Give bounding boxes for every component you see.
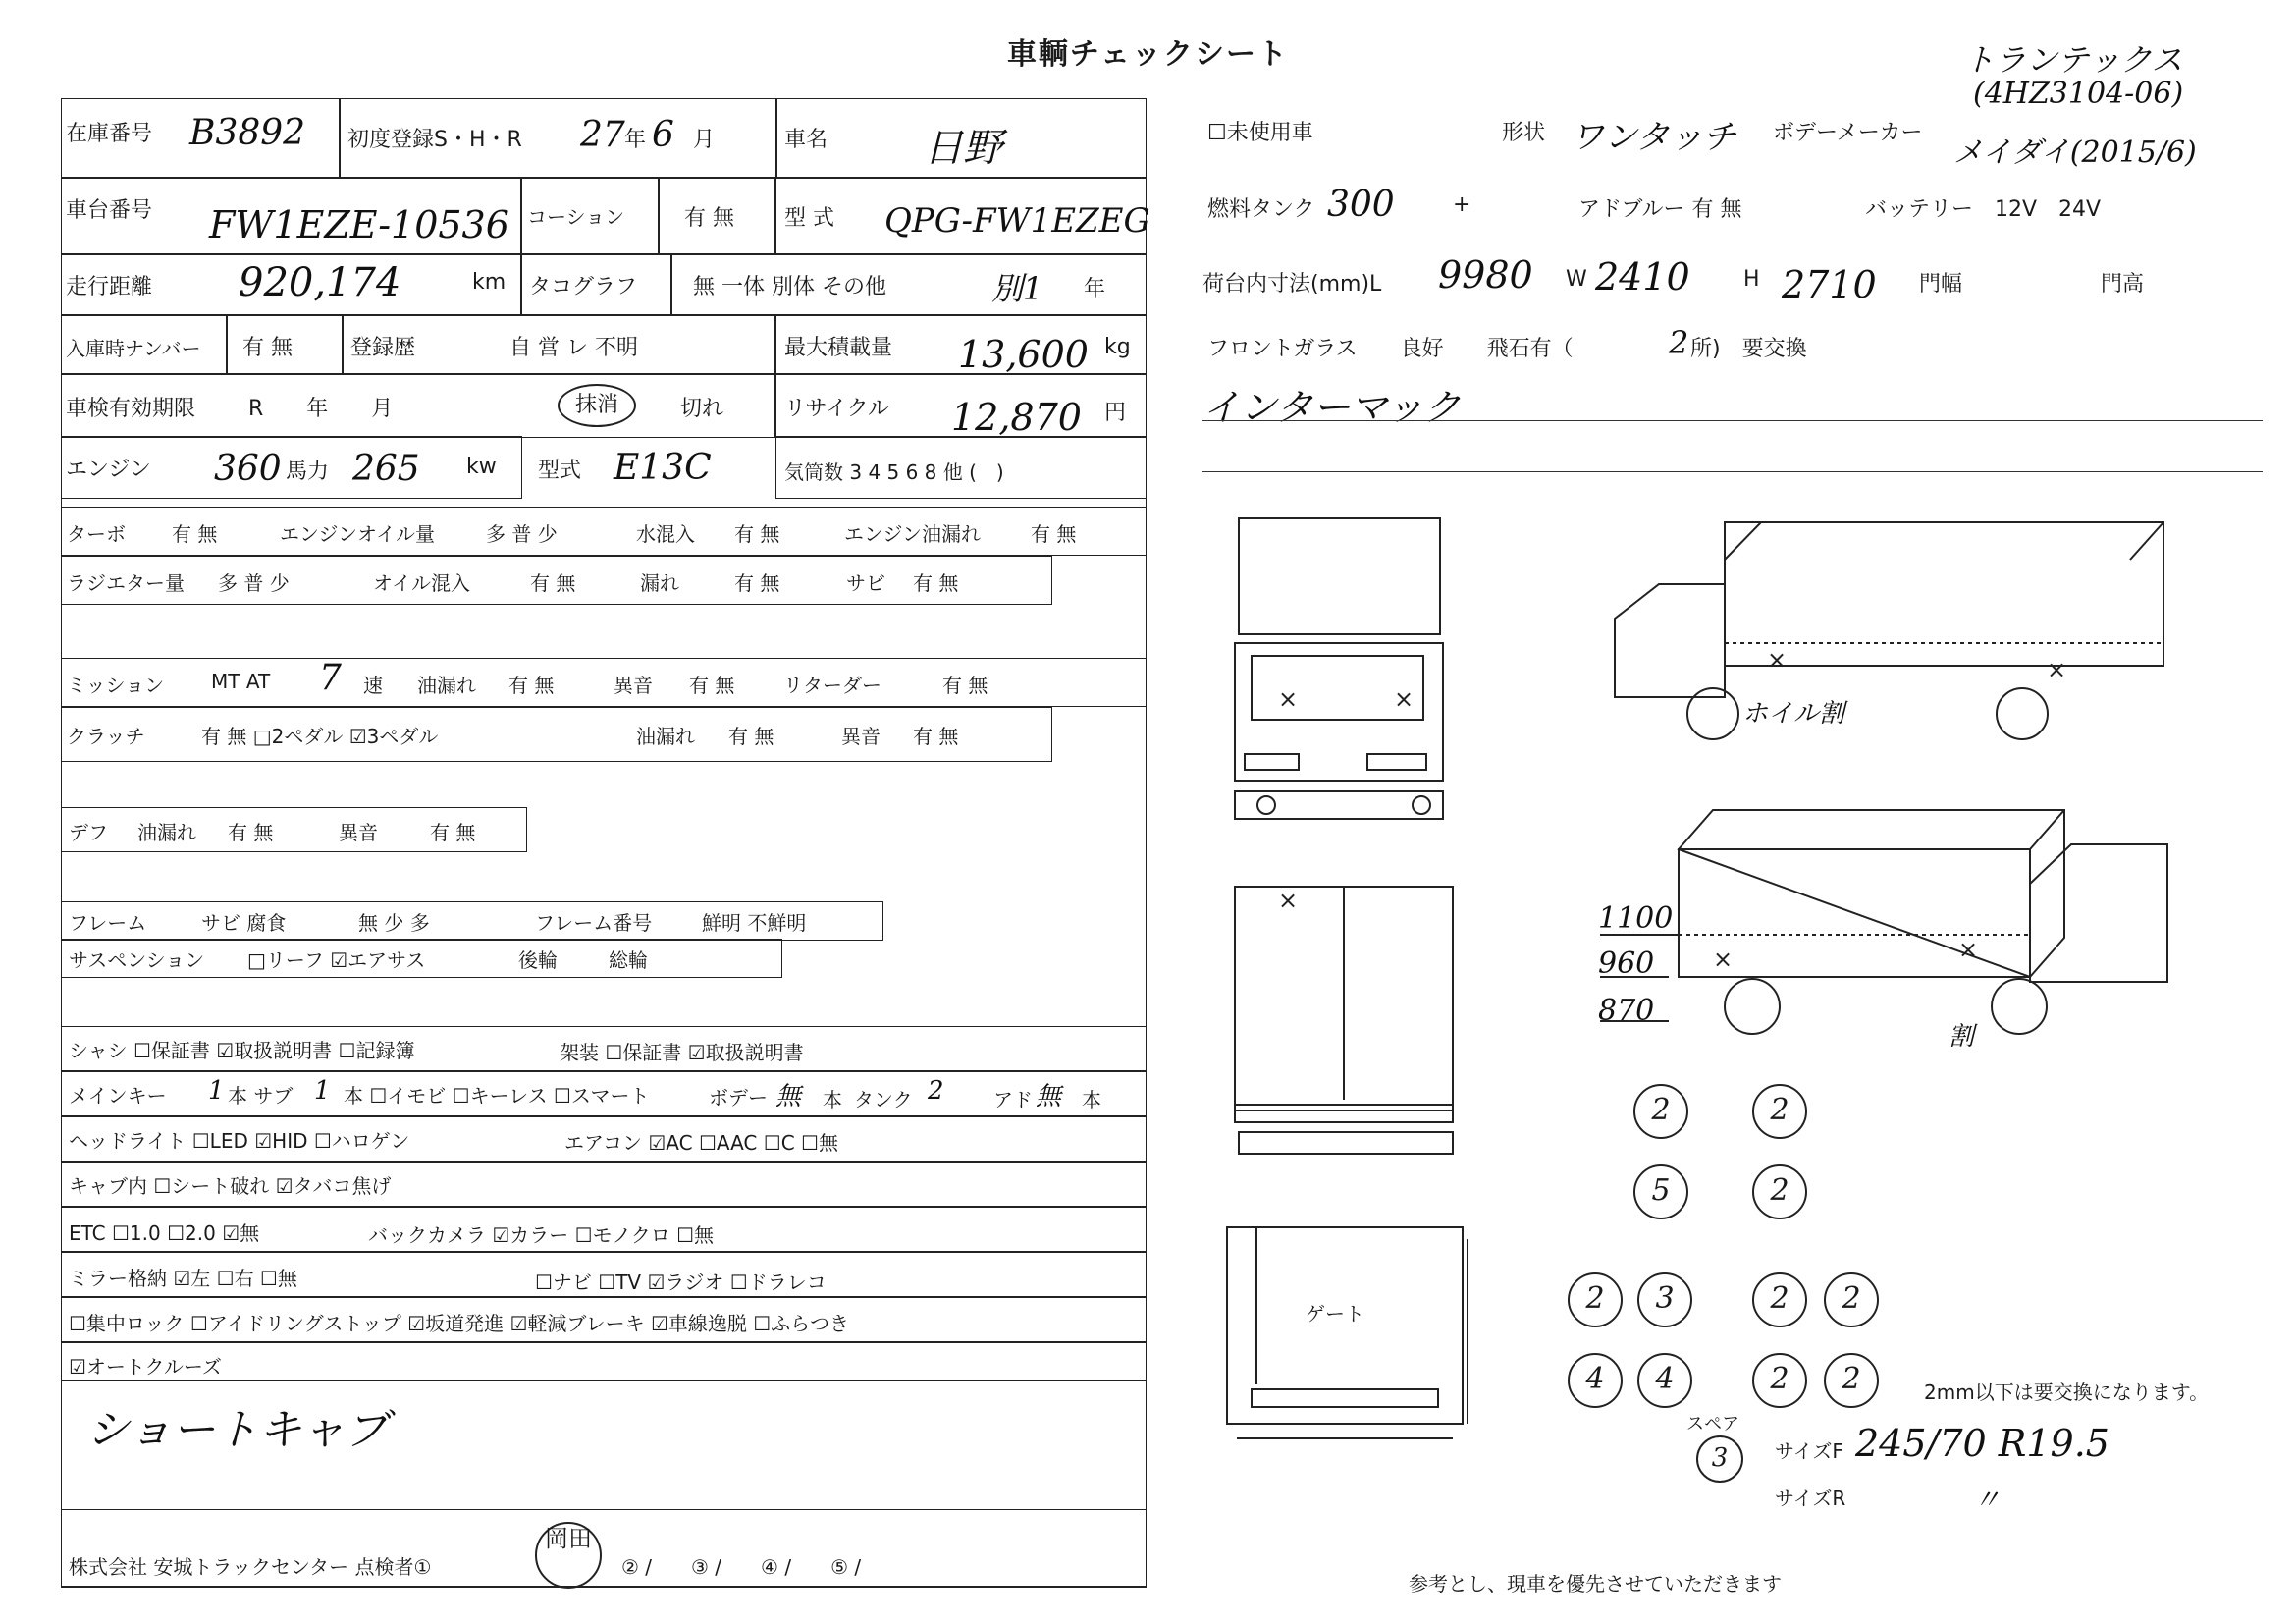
recycle-label: リサイクル [784,397,889,421]
cargo-length: 9980 [1438,253,1533,297]
radiator-value: 多 普 少 [218,571,290,595]
diff-noise-label: 異音 [339,821,378,844]
body-maker-note-1: トランテックス [1963,41,2183,79]
tacho-years: 別1 [991,270,1043,307]
intercom-note: インターマック [1202,386,1461,429]
oil-mix-label: オイル混入 [373,571,470,595]
trans-leak-label: 油漏れ [417,674,476,697]
tire-rear-6: 4 [1637,1353,1692,1408]
tire-rear-3: 2 [1752,1272,1807,1327]
mainkey-options: 本 ☐イモビ ☐キーレス ☐スマート [344,1084,650,1108]
tire-front-right-top: 2 [1752,1084,1807,1139]
windshield-count: 2 [1669,324,1689,361]
coating-value: 有 無 [684,206,734,231]
svg-text:×: × [1713,946,1734,973]
suspension-all: 総輪 [609,948,648,972]
front-view-top [1239,518,1440,634]
inspection-expired: 切れ [680,397,724,421]
mainkey-count: 1 [208,1076,225,1106]
rust-value: 有 無 [913,571,959,595]
tank-key-label: タンク [854,1088,913,1111]
tire-rear-2: 3 [1637,1272,1692,1327]
tire-front-left-top: 2 [1633,1084,1688,1139]
inspection-cancel: 抹消 [558,384,636,427]
fuel-plus: + [1453,192,1471,217]
handwritten-note: ショートキャブ [86,1405,389,1455]
safety-options: ☐集中ロック ☐アイドリングストップ ☑坂道発進 ☑軽減ブレーキ ☑車線逸脱 ☐ふらつき [69,1312,849,1335]
tire-rear-4: 2 [1824,1272,1879,1327]
company-name: 株式会社 安城トラックセンター 点検者① [69,1555,432,1579]
svg-text:×: × [1767,646,1788,674]
tread-note: 2mm以下は要交換になります。 [1924,1380,2210,1404]
max-load-value: 13,600 [958,333,1089,376]
transmission-speeds: 7 [319,658,342,698]
gate-label: ゲート [1306,1302,1364,1326]
diff-noise-value: 有 無 [430,821,476,844]
engine-kw: 265 [352,449,420,489]
body-key-unit: 本 [823,1088,842,1111]
reg-value: 自 営 レ 不明 [509,336,638,360]
tire-front-left-bottom: 5 [1633,1164,1688,1219]
hp-unit: 馬力 [286,460,330,484]
crack-note: 割 [1949,1022,1975,1052]
trans-leak-value: 有 無 [508,674,555,697]
height-870: 870 [1598,994,1655,1028]
ad-key-unit: 本 [1082,1088,1101,1111]
water-mix-value: 有 無 [734,522,780,546]
ad-key-count: 無 [1036,1082,1062,1111]
height-960: 960 [1598,947,1655,981]
body-docs: 架装 ☐保証書 ☑取扱説明書 [560,1041,804,1064]
kw-unit: kw [466,455,497,479]
cargo-width: 2410 [1595,255,1690,298]
side-view-body-upper [1725,522,2163,666]
trans-noise-label: 異音 [614,674,653,697]
inspector-seal: 岡田 [535,1522,602,1589]
trans-noise-value: 有 無 [689,674,735,697]
water-mix-label: 水混入 [636,522,695,546]
reg-label: 登録歴 [350,336,416,360]
engine-leak-value: 有 無 [1031,522,1077,546]
headlight: ヘッドライト ☐LED ☑HID ☐ハロゲン [69,1129,410,1153]
body-key-label: ボデー [709,1086,768,1110]
plate-label: 入庫時ナンバー [66,337,201,360]
fuel-tank-label: 燃料タンク [1207,197,1315,222]
model-label: 型 式 [784,206,834,231]
speed-unit: 速 [363,674,383,697]
side-view-cab-lower [2030,844,2167,982]
frame-no-label: フレーム番号 [535,911,653,935]
svg-text:×: × [1278,685,1299,713]
ad-key-label: アド [993,1088,1033,1111]
engine-hp: 360 [214,449,282,489]
tire-front-right-bottom: 2 [1752,1164,1807,1219]
mileage-value: 920,174 [239,260,401,305]
model-value: QPG-FW1EZEG [884,201,1150,241]
shape-label: 形状 [1502,121,1546,145]
inspection-label: 車検有効期限 [66,397,196,421]
turbo-value: 有 無 [172,522,218,546]
engine-leak-label: エンジン油漏れ [844,522,981,546]
tacho-year-unit: 年 [1084,277,1106,301]
svg-text:×: × [2047,656,2067,683]
retarder-label: リターダー [783,674,881,697]
inspection-date: R 年 月 [248,397,394,421]
svg-text:×: × [1958,936,1979,963]
stock-no-value: B3892 [189,113,306,153]
year-unit: 年 [624,128,647,152]
side-view-cab-upper [1615,584,1725,697]
cargo-dim-label: 荷台内寸法(mm)L [1202,272,1382,297]
car-name-label: 車名 [784,128,828,152]
clutch-leak-value: 有 無 [728,725,774,748]
oil-mix-value: 有 無 [530,571,576,595]
body-maker-note-2: (4HZ3104-06) [1973,77,2184,111]
cargo-w-label: W [1566,267,1587,292]
first-reg-month: 6 [652,115,674,155]
inspector-slots: ② / ③ / ④ / ⑤ / [621,1555,862,1579]
reference-note: 参考とし、現車を優先させていただきます [1409,1572,1782,1596]
max-load-unit: kg [1104,335,1131,359]
size-front-value: 245/70 R19.5 [1855,1422,2109,1465]
body-maker-note-3: メイダイ(2015/6) [1953,135,2197,170]
first-reg-year: 27 [580,115,625,155]
chassis-no-label: 車台番号 [66,198,153,223]
size-rear-value: 〃 [1973,1484,2002,1516]
cargo-h-label: H [1743,267,1760,292]
recycle-unit: 円 [1104,401,1127,425]
windshield-end: 所) 要交換 [1690,337,1807,361]
clutch-label: クラッチ [67,725,145,748]
svg-text:×: × [1394,685,1415,713]
mainkey-label: メインキー [69,1084,167,1108]
max-load-label: 最大積載量 [784,336,893,360]
tank-key-count: 2 [928,1076,944,1106]
mileage-label: 走行距離 [66,275,153,299]
frame-label: フレーム [69,911,147,935]
engine-type-label: 型式 [538,459,582,483]
spare-label: スペア [1686,1414,1739,1435]
chassis-no-value: FW1EZE-10536 [209,203,509,246]
shape-value: ワンタッチ [1571,118,1736,157]
clutch-noise-value: 有 無 [913,725,959,748]
clutch-noise-label: 異音 [841,725,881,748]
tire-rear-8: 2 [1824,1353,1879,1408]
coating-label: コーション [527,205,625,229]
cylinders-value: 気筒数 3 4 5 6 8 他 ( ) [784,460,1004,484]
stock-no-label: 在庫番号 [66,122,153,146]
tacho-value: 無 一体 別体 その他 [693,275,886,299]
cab-interior: キャブ内 ☐シート破れ ☑タバコ焦げ [69,1174,392,1198]
radiator-label: ラジエター量 [67,571,185,595]
retarder-value: 有 無 [942,674,988,697]
cargo-height: 2710 [1782,263,1877,306]
transmission-type: MT AT [211,670,271,693]
adblue: アドブルー 有 無 [1578,197,1742,222]
audio: ☐ナビ ☐TV ☑ラジオ ☐ドラレコ [535,1271,827,1294]
unused-check: ☐未使用車 [1207,121,1313,145]
svg-text:×: × [1278,887,1299,914]
diff-leak-value: 有 無 [228,821,274,844]
door-width-label: 門幅 [1919,272,1963,297]
door-height-label: 門高 [2101,272,2145,297]
mirror: ミラー格納 ☑左 ☐右 ☐無 [69,1267,297,1290]
suspension-label: サスペンション [69,948,205,972]
diff-label: デフ [69,821,108,844]
rust-label: サビ [846,571,885,595]
fuel-tank-value: 300 [1327,185,1395,225]
tire-rear-1: 2 [1568,1272,1623,1327]
chassis-docs: シャシ ☐保証書 ☑取扱説明書 ☐記録簿 [69,1039,415,1062]
body-key-count: 無 [775,1082,802,1111]
cruise-control: ☑オートクルーズ [69,1355,222,1379]
suspension-rear: 後輪 [518,948,558,972]
diff-leak-label: 油漏れ [137,821,196,844]
engine-oil-value: 多 普 少 [486,522,558,546]
tire-rear-5: 4 [1568,1353,1623,1408]
windshield-label: フロントガラス 良好 飛石有（ [1207,337,1574,361]
recycle-value: 12,870 [951,396,1082,439]
clutch-leak-label: 油漏れ [636,725,695,748]
clutch-value: 有 無 □2ペダル ☑3ペダル [201,725,439,748]
page-title: 車輌チェックシート [1006,37,1290,72]
engine-oil-label: エンジンオイル量 [280,522,435,546]
transmission-label: ミッション [67,674,165,697]
sub-count: 1 [314,1076,331,1106]
turbo-label: ターボ [67,522,126,546]
month-unit: 月 [693,128,716,152]
car-name-value: 日野 [924,126,1002,171]
size-front-label: サイズF [1775,1439,1843,1463]
engine-label: エンジン [66,458,151,482]
tire-rear-7: 2 [1752,1353,1807,1408]
leak-label: 漏れ [640,571,679,595]
mileage-unit: km [472,270,507,295]
body-maker-label: ボデーメーカー [1773,121,1923,145]
aircon: エアコン ☑AC ☐AAC ☐C ☐無 [564,1131,838,1155]
plate-value: 有 無 [242,336,293,360]
frame-rust-value: 無 少 多 [358,911,430,935]
tacho-label: タコグラフ [529,275,638,299]
leak-value: 有 無 [734,571,780,595]
engine-type-value: E13C [614,448,712,488]
etc: ETC ☐1.0 ☐2.0 ☑無 [69,1221,260,1245]
first-reg-label: 初度登録S・H・R [347,128,522,152]
back-camera: バックカメラ ☑カラー ☐モノクロ ☐無 [368,1223,715,1247]
size-rear-label: サイズR [1775,1487,1846,1510]
battery: バッテリー 12V 24V [1865,197,2102,222]
frame-no-value: 鮮明 不鮮明 [702,911,807,935]
suspension-type: □リーフ ☑エアサス [247,948,426,972]
wheel-crack-note: ホイル割 [1742,699,1845,729]
frame-rust-label: サビ 腐食 [201,911,287,935]
height-1100: 1100 [1598,901,1674,936]
mainkey-sub-label: 本 サブ [228,1084,294,1108]
spare-tire: 3 [1696,1435,1743,1483]
